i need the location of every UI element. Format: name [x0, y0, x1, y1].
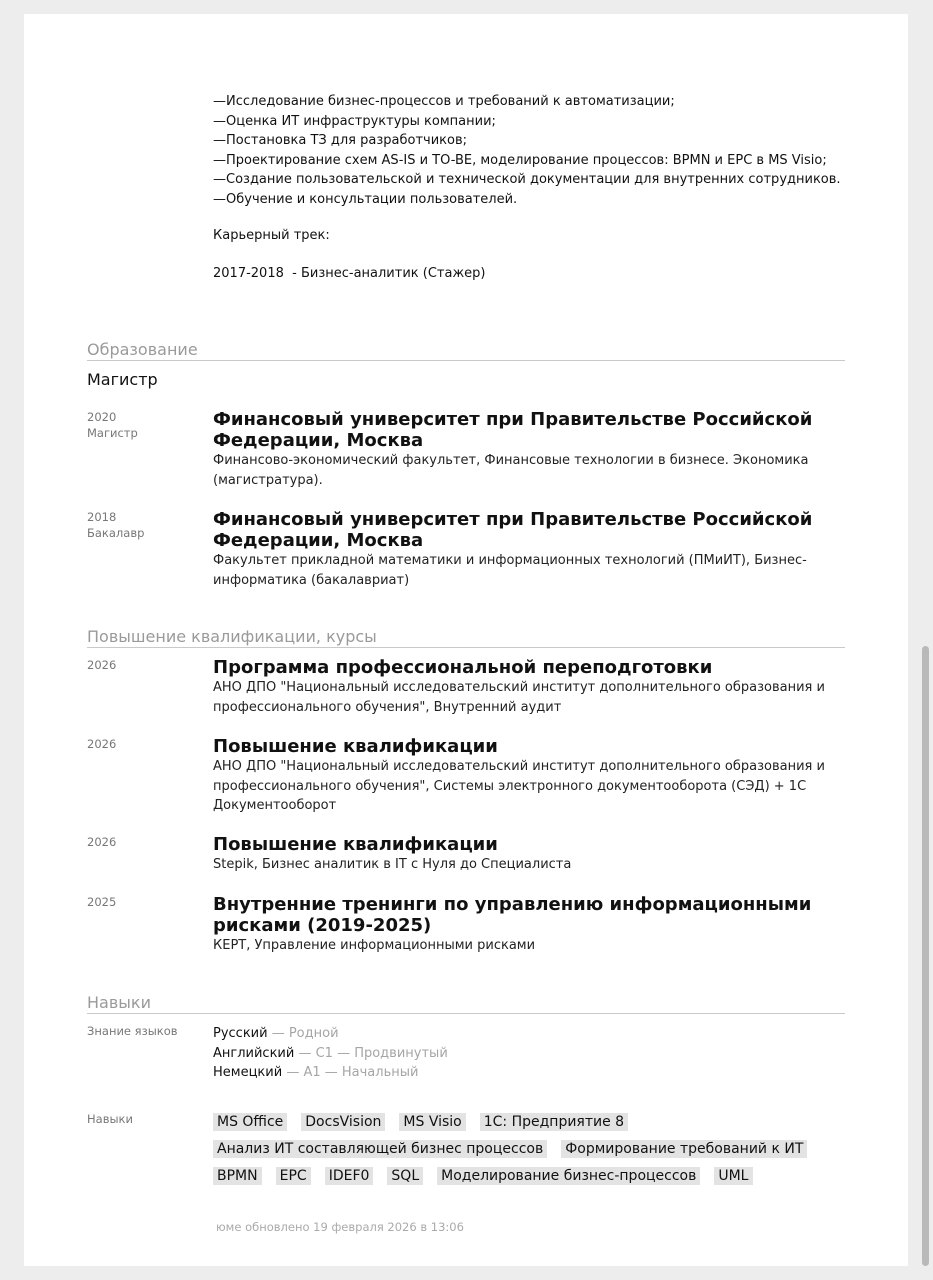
scrollbar-thumb[interactable]	[922, 646, 929, 1266]
section-title-education: Образование	[87, 341, 845, 361]
experience-duties	[213, 92, 841, 209]
career-track-label: Карьерный трек:	[213, 228, 330, 243]
language-name: Русский	[213, 1026, 268, 1041]
skill-tag: Анализ ИТ составляющей бизнес процессов	[213, 1140, 547, 1158]
course-year: 2026	[87, 737, 117, 751]
duty-item: —Исследование бизнес-процессов и требований к автоматизации;	[213, 94, 675, 109]
section-title-skills: Навыки	[87, 994, 845, 1014]
skill-tag: 1С: Предприятие 8	[480, 1113, 628, 1131]
course-name: Внутренние тренинги по управлению информационными рисками (2019-2025)	[213, 894, 812, 936]
duty-item: —Оценка ИТ инфраструктуры компании;	[213, 113, 496, 129]
course-year: 2026	[87, 835, 117, 849]
skill-tag: UML	[714, 1167, 752, 1185]
course-entry	[213, 894, 833, 956]
education-entry	[213, 409, 833, 490]
skill-tag: MS Visio	[399, 1113, 465, 1131]
skill-tag-row	[213, 1108, 833, 1135]
education-details: Финансово-экономический факультет, Финансовые технологии в бизнесе. Экономика (магистратура).	[213, 453, 809, 488]
duty-item: —Постановка ТЗ для разработчиков;	[213, 133, 468, 148]
course-entry	[213, 736, 833, 816]
updated-timestamp: юме обновлено 19 февраля 2026 в 13:06	[216, 1220, 464, 1234]
course-details: АНО ДПО "Национальный исследовательский институт дополнительного образования и профессионального обучения", Внутренний аудит	[213, 680, 825, 715]
duty-item: —Обучение и консультации пользователей.	[213, 191, 518, 207]
education-degree: Бакалавр	[87, 526, 145, 540]
career-track-item: 2017-2018 - Бизнес-аналитик (Стажер)	[213, 266, 486, 281]
languages-label: Знание языков	[87, 1024, 178, 1038]
education-meta	[87, 409, 138, 441]
course-details: Stepik, Бизнес аналитик в IT с Нуля до Специалиста	[213, 857, 572, 872]
course-details: КЕРТ, Управление информационными рисками	[213, 938, 536, 953]
section-title-courses: Повышение квалификации, курсы	[87, 628, 845, 648]
duty-item: —Проектирование схем AS-IS и TO-BE, моделирование процессов: BPMN и EPC в MS Visio;	[213, 152, 827, 168]
skill-tag: EPC	[276, 1167, 311, 1185]
skill-tag: BPMN	[213, 1167, 262, 1185]
duty-item: —Создание пользовательской и технической документации для внутренних сотрудников.	[213, 172, 841, 187]
education-institution: Финансовый университет при Правительстве Российской Федерации, Москва	[213, 509, 813, 551]
education-entry	[213, 509, 833, 590]
skill-tags	[213, 1108, 833, 1189]
course-name: Повышение квалификации	[213, 834, 498, 855]
language-level: — A1 — Начальный	[282, 1065, 419, 1080]
skill-tag: SQL	[387, 1167, 423, 1185]
course-name: Программа профессиональной переподготовки	[213, 657, 713, 678]
skill-tag: Моделирование бизнес-процессов	[437, 1167, 700, 1185]
language-item	[213, 1044, 448, 1064]
language-level: — C1 — Продвинутый	[294, 1045, 448, 1061]
skill-tag: IDEF0	[325, 1167, 374, 1185]
education-institution: Финансовый университет при Правительстве Российской Федерации, Москва	[213, 409, 813, 451]
skill-tag-row	[213, 1162, 833, 1189]
languages-list	[213, 1024, 448, 1083]
course-entry	[213, 834, 833, 875]
skill-tag: MS Office	[213, 1113, 287, 1131]
skills-label: Навыки	[87, 1112, 133, 1126]
skill-tag: Формирование требований к ИТ	[561, 1140, 807, 1158]
education-degree: Магистр	[87, 426, 138, 440]
skill-tag: DocsVision	[301, 1113, 385, 1131]
language-name: Немецкий	[213, 1065, 283, 1080]
education-year: 2020	[87, 410, 117, 424]
education-year: 2018	[87, 510, 117, 524]
language-item	[213, 1024, 448, 1044]
education-level: Магистр	[87, 370, 158, 389]
language-item	[213, 1063, 448, 1083]
skill-tag-row	[213, 1135, 833, 1162]
language-name: Английский	[213, 1045, 295, 1061]
course-entry	[213, 657, 833, 717]
course-year: 2025	[87, 895, 117, 909]
course-name: Повышение квалификации	[213, 736, 498, 757]
course-year: 2026	[87, 658, 117, 672]
education-details: Факультет прикладной математики и информационных технологий (ПМиИТ), Бизнес-информатика (бакалавриат)	[213, 553, 807, 588]
language-level: — Родной	[267, 1026, 339, 1041]
education-meta	[87, 509, 144, 541]
course-details: АНО ДПО "Национальный исследовательский институт дополнительного образования и профессионального обучения", Системы электронного документооборота (СЭД) + 1С Документооборот	[213, 759, 825, 813]
